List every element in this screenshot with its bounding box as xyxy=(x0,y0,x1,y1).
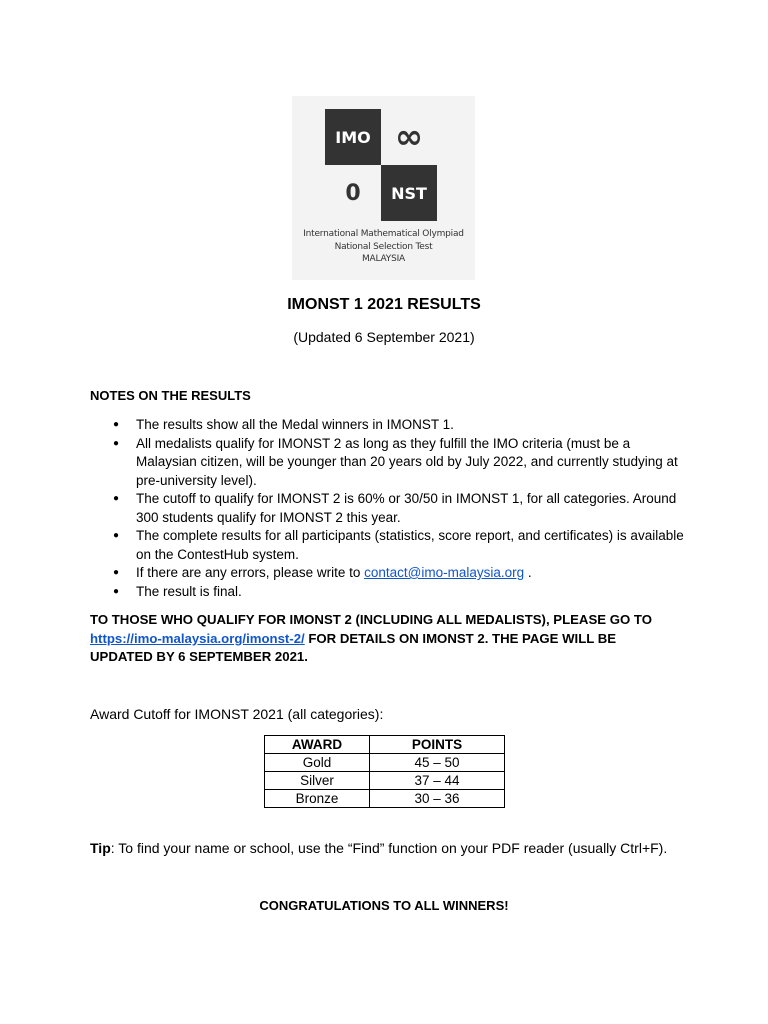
error-note-suffix: . xyxy=(524,565,532,580)
column-header-award: AWARD xyxy=(265,736,370,754)
award-cutoff-table xyxy=(264,735,505,808)
list-item: ● The complete results for all participants (statistics, score report, and certificates) is available on the ContestHub system. xyxy=(90,527,690,564)
points-cell: 45 – 50 xyxy=(370,754,505,772)
logo-square-nst: NST xyxy=(381,165,437,221)
qualify-text: TO THOSE WHO QUALIFY FOR IMONST 2 (INCLUDING ALL MEDALISTS), PLEASE GO TO xyxy=(90,612,652,627)
tip-label: Tip xyxy=(90,840,111,856)
imonst-logo xyxy=(292,96,475,280)
contact-email-link[interactable]: contact@imo-malaysia.org xyxy=(364,565,525,580)
points-cell: 37 – 44 xyxy=(370,772,505,790)
list-item: ● The result is final. xyxy=(90,583,690,602)
imonst2-link[interactable]: https://imo-malaysia.org/imonst-2/ xyxy=(90,630,305,646)
tip-text: : To find your name or school, use the “Find” function on your PDF reader (usually Ctrl+F). xyxy=(110,840,668,856)
logo-caption-line: International Mathematical Olympiad xyxy=(303,229,464,239)
award-cell: Bronze xyxy=(265,790,370,808)
notes-list xyxy=(90,416,690,601)
logo-square-imo: IMO xyxy=(325,109,381,165)
award-cell: Gold xyxy=(265,754,370,772)
tip-note xyxy=(90,840,667,856)
column-header-points: POINTS xyxy=(370,736,505,754)
award-cell: Silver xyxy=(265,772,370,790)
table-row xyxy=(265,790,505,808)
qualify-notice xyxy=(90,611,680,667)
logo-infinity-symbol: ∞ xyxy=(394,117,424,157)
table-row xyxy=(265,772,505,790)
cutoff-heading: Award Cutoff for IMONST 2021 (all categories): xyxy=(90,706,384,722)
list-item: ● The results show all the Medal winners in IMONST 1. xyxy=(90,416,690,435)
update-date: (Updated 6 September 2021) xyxy=(293,329,475,345)
logo-caption-line: MALAYSIA xyxy=(361,254,406,264)
table-row xyxy=(265,754,505,772)
logo-caption xyxy=(292,228,475,266)
list-item: ● All medalists qualify for IMONST 2 as long as they fulfill the IMO criteria (must be a Malaysian citizen, will be younger than 20 years old by July 2022, and currently studying at pre-university level). xyxy=(90,435,690,491)
logo-caption-line: National Selection Test xyxy=(334,241,433,252)
logo-zero: 0 xyxy=(345,180,361,206)
list-item: ● The cutoff to qualify for IMONST 2 is 60% or 30/50 in IMONST 1, for all categories. Around 300 students qualify for IMONST 2 this year. xyxy=(90,490,690,527)
error-note-text: If there are any errors, please write to xyxy=(136,565,365,580)
list-item xyxy=(90,564,690,583)
notes-heading: NOTES ON THE RESULTS xyxy=(90,388,251,403)
points-cell: 30 – 36 xyxy=(370,790,505,808)
qualify-text-end: FOR DETAILS ON IMONST 2. THE PAGE WILL BE UPDATED BY 6 SEPTEMBER 2021. xyxy=(90,630,617,665)
congratulations-text: CONGRATULATIONS TO ALL WINNERS! xyxy=(259,898,509,913)
page-title: IMONST 1 2021 RESULTS xyxy=(287,296,481,313)
table-header-row xyxy=(265,736,505,754)
